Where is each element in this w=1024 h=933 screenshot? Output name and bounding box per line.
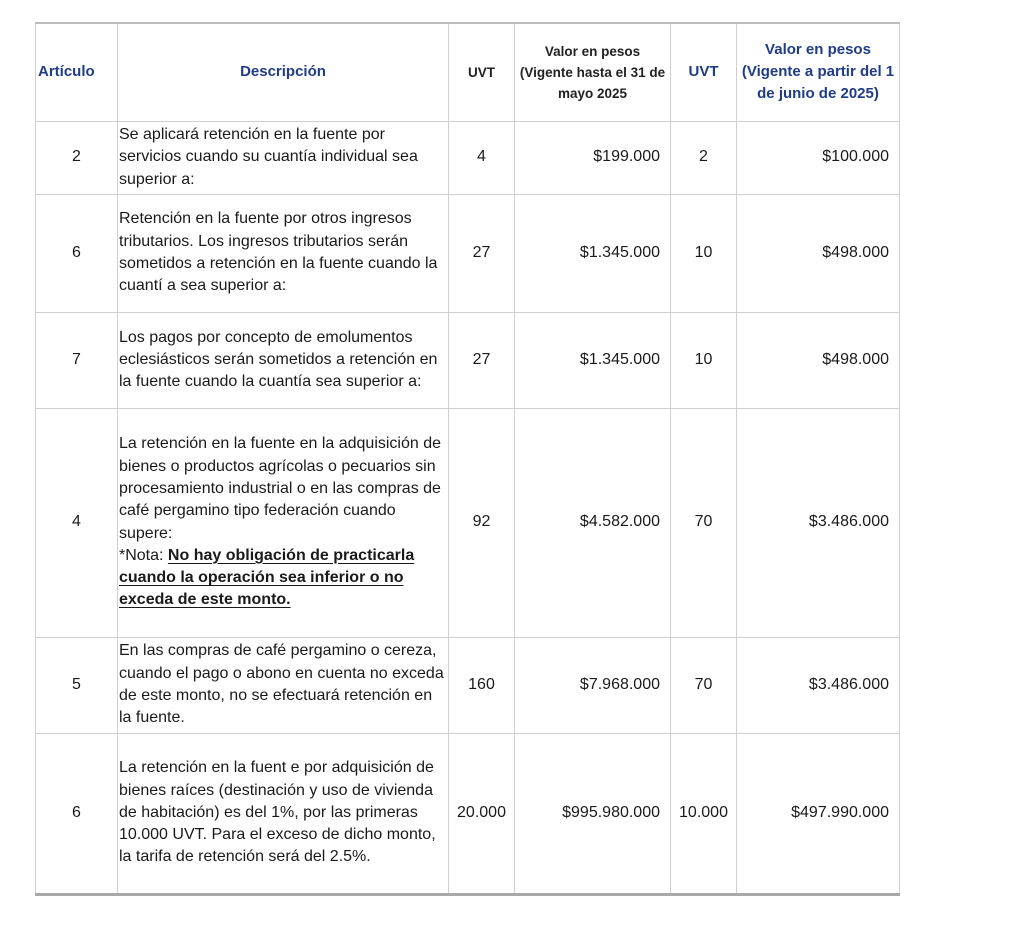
cell-valor-before: $4.582.000 [515, 408, 671, 637]
cell-articulo: 2 [36, 121, 118, 194]
cell-valor-after: $3.486.000 [737, 408, 900, 637]
header-valor-before: Valor en pesos (Vigente hasta el 31 de mayo 2025 [515, 23, 671, 121]
cell-valor-after: $3.486.000 [737, 637, 900, 733]
cell-valor-before: $7.968.000 [515, 637, 671, 733]
table-row [36, 121, 900, 194]
retention-table [35, 22, 900, 896]
cell-articulo: 4 [36, 408, 118, 637]
cell-uvt-after: 70 [671, 637, 737, 733]
table-row [36, 733, 900, 894]
cell-descripcion: En las compras de café pergamino o cereza, cuando el pago o abono en cuenta no exceda de este monto, no se efectuará retención en la fuente. [118, 637, 449, 733]
cell-valor-after: $498.000 [737, 312, 900, 408]
cell-uvt-after: 10 [671, 194, 737, 312]
cell-uvt-before: 27 [449, 312, 515, 408]
cell-valor-after: $498.000 [737, 194, 900, 312]
cell-articulo: 6 [36, 733, 118, 894]
header-valor-after: Valor en pesos (Vigente a partir del 1 de junio de 2025) [737, 23, 900, 121]
cell-articulo: 7 [36, 312, 118, 408]
cell-uvt-after: 10.000 [671, 733, 737, 894]
table-row [36, 194, 900, 312]
cell-valor-before: $995.980.000 [515, 733, 671, 894]
cell-descripcion-text: La retención en la fuente en la adquisición de bienes o productos agrícolas o pecuarios sin procesamiento industrial o en las compras de café pergamino tipo federación cuando supere: [119, 435, 442, 542]
cell-valor-after: $497.990.000 [737, 733, 900, 894]
cell-uvt-before: 92 [449, 408, 515, 637]
cell-uvt-before: 20.000 [449, 733, 515, 894]
cell-articulo: 6 [36, 194, 118, 312]
cell-valor-after: $100.000 [737, 121, 900, 194]
header-uvt-after: UVT [671, 23, 737, 121]
retention-table-container [35, 22, 899, 896]
cell-uvt-before: 4 [449, 121, 515, 194]
table-row [36, 637, 900, 733]
note-text: No hay obligación de practicarla cuando la operación sea inferior o no exceda de este monto. [119, 546, 415, 609]
cell-uvt-before: 27 [449, 194, 515, 312]
cell-descripcion: La retención en la fuent e por adquisición de bienes raíces (destinación y uso de vivienda de habitación) es del 1%, por las primeras 10.000 UVT. Para el exceso de dicho monto, la tarifa de retención será del 2.5%. [118, 733, 449, 894]
cell-descripcion: Se aplicará retención en la fuente por servicios cuando su cuantía individual sea superior a: [118, 121, 449, 194]
cell-articulo: 5 [36, 637, 118, 733]
header-uvt-before: UVT [449, 23, 515, 121]
note-label: *Nota: [119, 546, 164, 564]
header-descripcion: Descripción [118, 23, 449, 121]
cell-valor-before: $199.000 [515, 121, 671, 194]
cell-uvt-before: 160 [449, 637, 515, 733]
cell-uvt-after: 2 [671, 121, 737, 194]
cell-descripcion: Los pagos por concepto de emolumentos eclesiásticos serán sometidos a retención en la fuente cuando la cuantía sea superior a: [118, 312, 449, 408]
header-row [36, 23, 900, 121]
cell-valor-before: $1.345.000 [515, 312, 671, 408]
table-row [36, 312, 900, 408]
cell-uvt-after: 10 [671, 312, 737, 408]
cell-uvt-after: 70 [671, 408, 737, 637]
header-articulo: Artículo [36, 23, 118, 121]
cell-descripcion [118, 408, 449, 637]
cell-descripcion: Retención en la fuente por otros ingresos tributarios. Los ingresos tributarios serán sometidos a retención en la fuente cuando la cuantí a sea superior a: [118, 194, 449, 312]
cell-valor-before: $1.345.000 [515, 194, 671, 312]
table-row [36, 408, 900, 637]
